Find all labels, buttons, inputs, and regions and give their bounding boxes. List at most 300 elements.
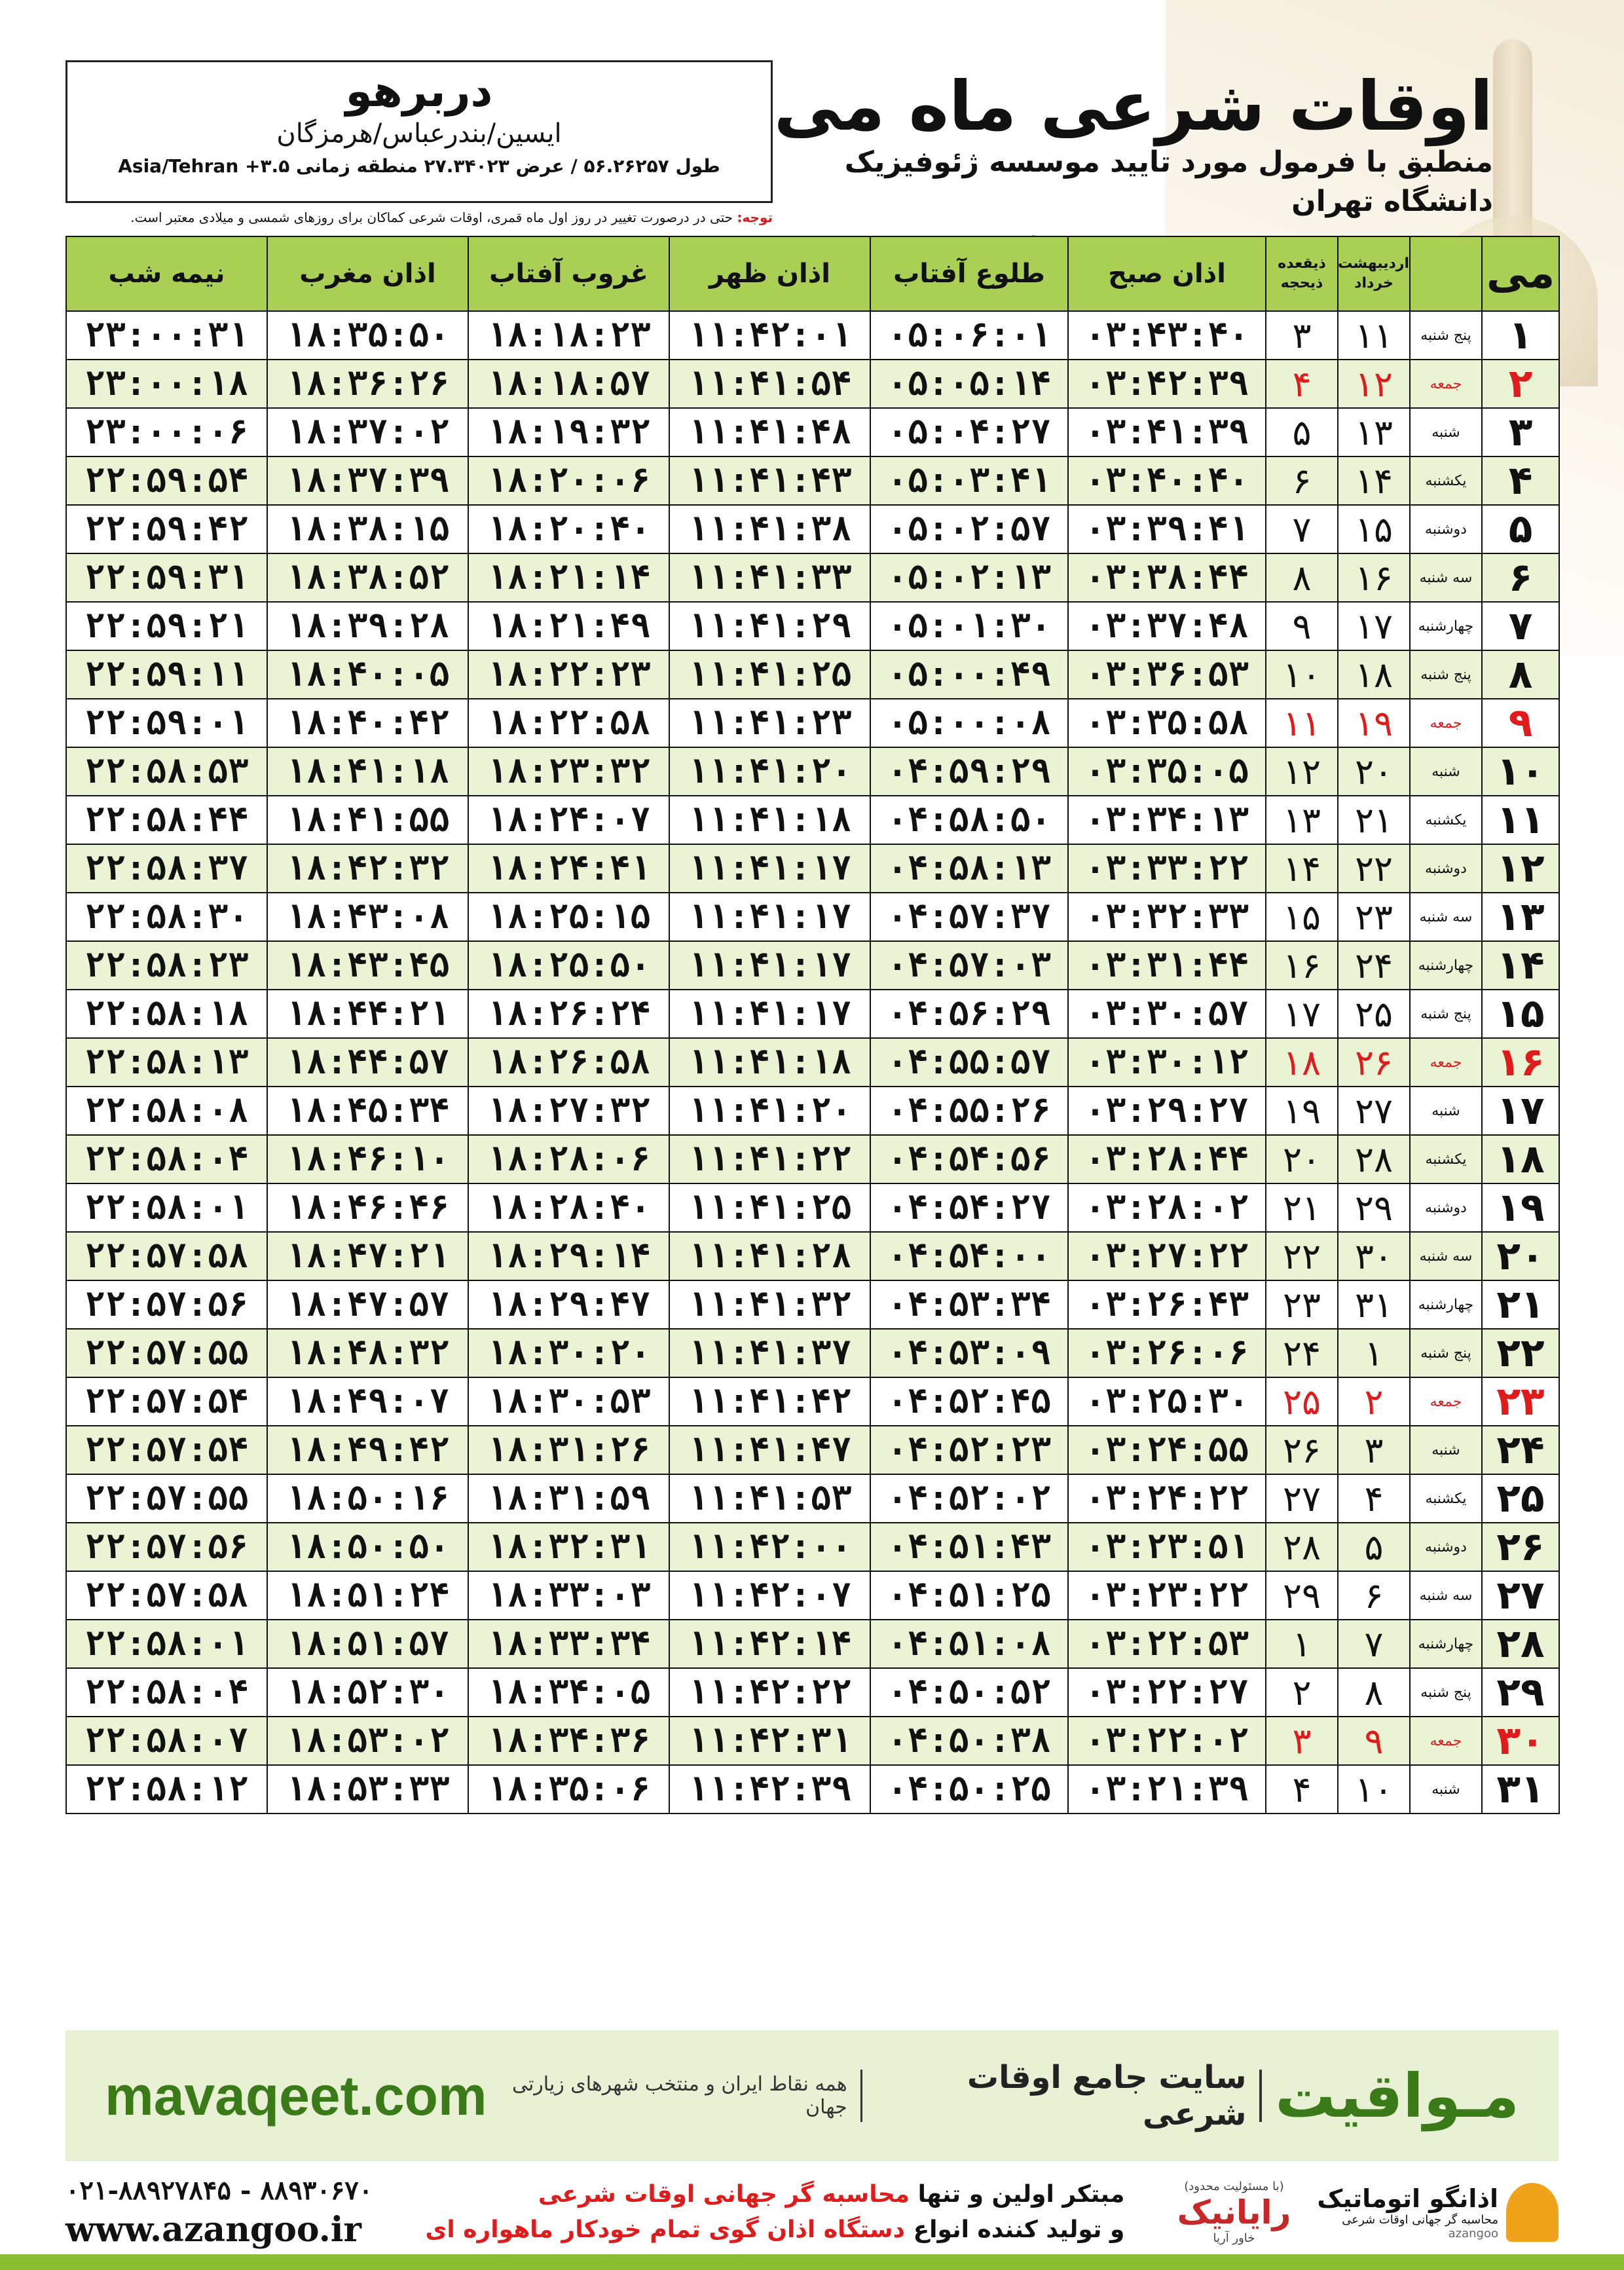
cell-hijri-day: ۲۲ — [1266, 1232, 1338, 1280]
cell-dhuhr: ۱۱:۴۱:۱۸ — [669, 1038, 870, 1087]
cell-hijri-day: ۲۵ — [1266, 1377, 1338, 1426]
cell-sunrise: ۰۴:۵۴:۵۶ — [870, 1135, 1068, 1183]
cell-solar-day: ۱۰ — [1338, 1765, 1410, 1814]
cell-sunrise: ۰۵:۰۶:۰۱ — [870, 311, 1068, 360]
rayanik-logo — [1177, 2180, 1291, 2245]
cell-day: ۱۵ — [1482, 990, 1559, 1038]
cell-maghrib: ۱۸:۴۴:۲۱ — [267, 990, 468, 1038]
table-row — [66, 505, 1559, 553]
table-row — [66, 311, 1559, 360]
cell-dhuhr: ۱۱:۴۱:۲۵ — [669, 650, 870, 699]
cell-midnight: ۲۲:۵۹:۲۱ — [66, 602, 267, 650]
cell-sunset: ۱۸:۳۴:۰۵ — [468, 1668, 669, 1717]
cell-midnight: ۲۲:۵۸:۱۳ — [66, 1038, 267, 1087]
azangoo-logo-latin: azangoo — [1448, 2227, 1498, 2241]
cell-maghrib: ۱۸:۴۳:۰۸ — [267, 893, 468, 941]
cell-maghrib: ۱۸:۴۰:۰۵ — [267, 650, 468, 699]
cell-fajr: ۰۳:۲۲:۰۲ — [1068, 1717, 1266, 1765]
cell-solar-day: ۱۶ — [1338, 553, 1410, 602]
cell-weekday: دوشنبه — [1410, 505, 1482, 553]
cell-hijri-day: ۴ — [1266, 360, 1338, 408]
cell-maghrib: ۱۸:۵۳:۰۲ — [267, 1717, 468, 1765]
table-row — [66, 1620, 1559, 1668]
cell-weekday: یکشنبه — [1410, 796, 1482, 844]
cell-day: ۴ — [1482, 456, 1559, 505]
brand-name: مـواقیت — [1275, 2060, 1519, 2131]
cell-midnight: ۲۳:۰۰:۰۶ — [66, 408, 267, 456]
location-box — [65, 60, 773, 203]
cell-fajr: ۰۳:۳۹:۴۱ — [1068, 505, 1266, 553]
cell-sunset: ۱۸:۲۵:۱۵ — [468, 893, 669, 941]
cell-fajr: ۰۳:۳۴:۱۳ — [1068, 796, 1266, 844]
cell-dhuhr: ۱۱:۴۱:۵۳ — [669, 1474, 870, 1523]
cell-sunset: ۱۸:۲۸:۰۶ — [468, 1135, 669, 1183]
cell-day: ۱۲ — [1482, 844, 1559, 893]
cell-weekday: شنبه — [1410, 747, 1482, 796]
cell-fajr: ۰۳:۲۵:۳۰ — [1068, 1377, 1266, 1426]
cell-midnight: ۲۲:۵۸:۰۱ — [66, 1620, 267, 1668]
cell-midnight: ۲۲:۵۷:۵۴ — [66, 1377, 267, 1426]
cell-weekday: شنبه — [1410, 1765, 1482, 1814]
cell-midnight: ۲۲:۵۷:۵۸ — [66, 1232, 267, 1280]
cell-fajr: ۰۳:۲۳:۲۲ — [1068, 1571, 1266, 1620]
cell-sunrise: ۰۴:۵۲:۰۲ — [870, 1474, 1068, 1523]
cell-hijri-day: ۱ — [1266, 1620, 1338, 1668]
cell-fajr: ۰۳:۲۴:۲۲ — [1068, 1474, 1266, 1523]
header-month: می — [1482, 236, 1559, 311]
table-row — [66, 650, 1559, 699]
cell-sunrise: ۰۴:۵۱:۰۸ — [870, 1620, 1068, 1668]
cell-hijri-day: ۱۰ — [1266, 650, 1338, 699]
azangoo-logo-sub: محاسبه گر جهانی اوقات شرعی — [1342, 2213, 1498, 2227]
table-row — [66, 1329, 1559, 1377]
header-weekday — [1410, 236, 1482, 311]
cell-maghrib: ۱۸:۳۸:۵۲ — [267, 553, 468, 602]
cell-weekday: سه شنبه — [1410, 893, 1482, 941]
cell-sunset: ۱۸:۳۰:۲۰ — [468, 1329, 669, 1377]
cell-sunset: ۱۸:۳۵:۰۶ — [468, 1765, 669, 1814]
cell-sunrise: ۰۴:۵۲:۲۳ — [870, 1426, 1068, 1474]
cell-weekday: یکشنبه — [1410, 1474, 1482, 1523]
azangoo-logo-name: اذانگو اتوماتیک — [1317, 2184, 1498, 2213]
cell-sunrise: ۰۴:۵۱:۴۳ — [870, 1523, 1068, 1571]
cell-hijri-day: ۱۵ — [1266, 893, 1338, 941]
cell-hijri-day: ۶ — [1266, 456, 1338, 505]
table-row — [66, 1038, 1559, 1087]
cell-maghrib: ۱۸:۴۶:۴۶ — [267, 1183, 468, 1232]
table-row — [66, 1426, 1559, 1474]
cell-weekday: سه شنبه — [1410, 553, 1482, 602]
cell-midnight: ۲۲:۵۸:۳۷ — [66, 844, 267, 893]
table-row — [66, 602, 1559, 650]
cell-sunrise: ۰۴:۵۰:۳۸ — [870, 1717, 1068, 1765]
cell-day: ۱۱ — [1482, 796, 1559, 844]
cell-weekday: دوشنبه — [1410, 844, 1482, 893]
cell-midnight: ۲۲:۵۸:۲۳ — [66, 941, 267, 990]
notice-text: حتی در درصورت تغییر در روز اول ماه قمری، اوقات شرعی کماکان برای روزهای شمسی و میلادی معتبر است. — [130, 210, 733, 225]
cell-hijri-day: ۸ — [1266, 553, 1338, 602]
cell-fajr: ۰۳:۳۸:۴۴ — [1068, 553, 1266, 602]
cell-solar-day: ۶ — [1338, 1571, 1410, 1620]
cell-dhuhr: ۱۱:۴۲:۰۷ — [669, 1571, 870, 1620]
cell-sunrise: ۰۴:۵۲:۴۵ — [870, 1377, 1068, 1426]
cell-hijri-day: ۵ — [1266, 408, 1338, 456]
logos — [1177, 2180, 1559, 2245]
cell-maghrib: ۱۸:۴۹:۰۷ — [267, 1377, 468, 1426]
notice-label: توجه: — [737, 210, 773, 225]
cell-dhuhr: ۱۱:۴۲:۰۱ — [669, 311, 870, 360]
cell-sunset: ۱۸:۲۲:۲۳ — [468, 650, 669, 699]
cell-midnight: ۲۲:۵۸:۰۷ — [66, 1717, 267, 1765]
cell-sunrise: ۰۴:۵۰:۵۲ — [870, 1668, 1068, 1717]
cell-fajr: ۰۳:۳۵:۵۸ — [1068, 699, 1266, 747]
cell-sunset: ۱۸:۳۳:۳۴ — [468, 1620, 669, 1668]
rayanik-logo-small-1: (با مسئولیت محدود) — [1184, 2180, 1284, 2193]
promo-line-2 — [425, 2212, 1124, 2248]
cell-fajr: ۰۳:۲۶:۰۶ — [1068, 1329, 1266, 1377]
cell-solar-day: ۵ — [1338, 1523, 1410, 1571]
header-solar-month-2: خرداد — [1354, 275, 1393, 291]
cell-dhuhr: ۱۱:۴۱:۱۸ — [669, 796, 870, 844]
cell-maghrib: ۱۸:۴۸:۳۲ — [267, 1329, 468, 1377]
cell-hijri-day: ۲۹ — [1266, 1571, 1338, 1620]
cell-dhuhr: ۱۱:۴۱:۱۷ — [669, 844, 870, 893]
cell-sunset: ۱۸:۳۰:۵۳ — [468, 1377, 669, 1426]
cell-dhuhr: ۱۱:۴۱:۴۸ — [669, 408, 870, 456]
cell-solar-day: ۹ — [1338, 1717, 1410, 1765]
cell-sunset: ۱۸:۲۸:۴۰ — [468, 1183, 669, 1232]
cell-maghrib: ۱۸:۵۳:۳۳ — [267, 1765, 468, 1814]
cell-sunrise: ۰۴:۵۴:۰۰ — [870, 1232, 1068, 1280]
cell-solar-day: ۳۱ — [1338, 1280, 1410, 1329]
cell-hijri-day: ۳ — [1266, 1717, 1338, 1765]
cell-sunrise: ۰۴:۵۵:۵۷ — [870, 1038, 1068, 1087]
cell-maghrib: ۱۸:۴۰:۴۲ — [267, 699, 468, 747]
cell-midnight: ۲۲:۵۸:۰۸ — [66, 1087, 267, 1135]
cell-sunset: ۱۸:۲۴:۰۷ — [468, 796, 669, 844]
table-row — [66, 1571, 1559, 1620]
cell-midnight: ۲۲:۵۸:۳۰ — [66, 893, 267, 941]
table-row — [66, 1668, 1559, 1717]
cell-sunset: ۱۸:۱۹:۳۲ — [468, 408, 669, 456]
cell-weekday: چهارشنبه — [1410, 1280, 1482, 1329]
cell-sunset: ۱۸:۲۳:۳۲ — [468, 747, 669, 796]
cell-fajr: ۰۳:۴۰:۴۰ — [1068, 456, 1266, 505]
cell-solar-day: ۱۷ — [1338, 602, 1410, 650]
cell-solar-day: ۱۱ — [1338, 311, 1410, 360]
location-city: دربرهو — [345, 66, 493, 117]
cell-midnight: ۲۲:۵۸:۱۲ — [66, 1765, 267, 1814]
cell-midnight: ۲۲:۵۷:۵۸ — [66, 1571, 267, 1620]
cell-dhuhr: ۱۱:۴۱:۲۹ — [669, 602, 870, 650]
cell-solar-day: ۷ — [1338, 1620, 1410, 1668]
cell-dhuhr: ۱۱:۴۱:۱۷ — [669, 893, 870, 941]
cell-day: ۳۱ — [1482, 1765, 1559, 1814]
cell-maghrib: ۱۸:۵۰:۵۰ — [267, 1523, 468, 1571]
cell-day: ۱۸ — [1482, 1135, 1559, 1183]
table-row — [66, 893, 1559, 941]
header-solar-month — [1338, 236, 1410, 311]
table-row — [66, 456, 1559, 505]
cell-sunrise: ۰۵:۰۱:۳۰ — [870, 602, 1068, 650]
cell-fajr: ۰۳:۳۵:۰۵ — [1068, 747, 1266, 796]
cell-day: ۱ — [1482, 311, 1559, 360]
cell-midnight: ۲۲:۵۹:۵۴ — [66, 456, 267, 505]
cell-day: ۱۰ — [1482, 747, 1559, 796]
cell-weekday: پنج شنبه — [1410, 650, 1482, 699]
cell-solar-day: ۲۵ — [1338, 990, 1410, 1038]
cell-day: ۲۴ — [1482, 1426, 1559, 1474]
cell-weekday: چهارشنبه — [1410, 1620, 1482, 1668]
page-title: اوقات شرعی ماه می — [773, 66, 1493, 146]
cell-midnight: ۲۳:۰۰:۱۸ — [66, 360, 267, 408]
cell-sunset: ۱۸:۲۲:۵۸ — [468, 699, 669, 747]
cell-dhuhr: ۱۱:۴۱:۴۷ — [669, 1426, 870, 1474]
cell-sunset: ۱۸:۳۲:۳۱ — [468, 1523, 669, 1571]
cell-weekday: پنج شنبه — [1410, 311, 1482, 360]
cell-day: ۲۶ — [1482, 1523, 1559, 1571]
cell-sunrise: ۰۴:۵۱:۲۵ — [870, 1571, 1068, 1620]
banner-divider — [1259, 2070, 1262, 2122]
cell-day: ۳۰ — [1482, 1717, 1559, 1765]
cell-hijri-day: ۲۱ — [1266, 1183, 1338, 1232]
cell-weekday: شنبه — [1410, 1087, 1482, 1135]
azangoo-logo — [1317, 2183, 1559, 2242]
cell-sunset: ۱۸:۲۷:۳۲ — [468, 1087, 669, 1135]
cell-day: ۱۶ — [1482, 1038, 1559, 1087]
cell-day: ۶ — [1482, 553, 1559, 602]
header-solar-month-1: اردیبهشت — [1338, 255, 1409, 272]
cell-sunset: ۱۸:۱۸:۵۷ — [468, 360, 669, 408]
cell-fajr: ۰۳:۳۰:۱۲ — [1068, 1038, 1266, 1087]
cell-solar-day: ۱۴ — [1338, 456, 1410, 505]
cell-hijri-day: ۷ — [1266, 505, 1338, 553]
cell-day: ۸ — [1482, 650, 1559, 699]
azangoo-logo-icon — [1506, 2183, 1559, 2242]
cell-day: ۳ — [1482, 408, 1559, 456]
cell-sunrise: ۰۴:۵۸:۵۰ — [870, 796, 1068, 844]
notice — [52, 208, 773, 227]
promo-line-1-a: مبتکر اولین و تنها — [917, 2181, 1125, 2208]
cell-day: ۲۵ — [1482, 1474, 1559, 1523]
cell-sunrise: ۰۴:۵۵:۲۶ — [870, 1087, 1068, 1135]
contact-block — [65, 2175, 373, 2250]
cell-maghrib: ۱۸:۳۹:۲۸ — [267, 602, 468, 650]
bottom-bar — [0, 2254, 1624, 2270]
cell-sunset: ۱۸:۲۰:۴۰ — [468, 505, 669, 553]
promo-line-2-a: و تولید کننده انواع — [913, 2216, 1125, 2243]
cell-sunset: ۱۸:۲۱:۴۹ — [468, 602, 669, 650]
cell-solar-day: ۲۳ — [1338, 893, 1410, 941]
cell-dhuhr: ۱۱:۴۱:۴۳ — [669, 456, 870, 505]
promo-line-1 — [425, 2177, 1124, 2212]
cell-hijri-day: ۹ — [1266, 602, 1338, 650]
cell-hijri-day: ۱۶ — [1266, 941, 1338, 990]
cell-midnight: ۲۲:۵۸:۱۸ — [66, 990, 267, 1038]
cell-hijri-day: ۱۳ — [1266, 796, 1338, 844]
cell-day: ۲۲ — [1482, 1329, 1559, 1377]
cell-maghrib: ۱۸:۳۷:۰۲ — [267, 408, 468, 456]
cell-hijri-day: ۲۳ — [1266, 1280, 1338, 1329]
cell-dhuhr: ۱۱:۴۱:۲۰ — [669, 747, 870, 796]
header-hijri-month-2: ذیحجه — [1280, 275, 1323, 291]
cell-midnight: ۲۲:۵۸:۰۴ — [66, 1668, 267, 1717]
table-row — [66, 360, 1559, 408]
cell-solar-day: ۱۵ — [1338, 505, 1410, 553]
table-row — [66, 1765, 1559, 1814]
cell-weekday: جمعه — [1410, 1717, 1482, 1765]
header-sunrise: طلوع آفتاب — [870, 236, 1068, 311]
cell-fajr: ۰۳:۴۲:۳۹ — [1068, 360, 1266, 408]
title-block — [773, 65, 1493, 263]
cell-weekday: جمعه — [1410, 1038, 1482, 1087]
cell-dhuhr: ۱۱:۴۱:۳۷ — [669, 1329, 870, 1377]
cell-hijri-day: ۲ — [1266, 1668, 1338, 1717]
table-row — [66, 796, 1559, 844]
cell-sunrise: ۰۵:۰۵:۱۴ — [870, 360, 1068, 408]
cell-midnight: ۲۲:۵۷:۵۴ — [66, 1426, 267, 1474]
header-dhuhr: اذان ظهر — [669, 236, 870, 311]
table-row — [66, 553, 1559, 602]
cell-dhuhr: ۱۱:۴۱:۲۲ — [669, 1135, 870, 1183]
cell-maghrib: ۱۸:۴۴:۵۷ — [267, 1038, 468, 1087]
cell-weekday: جمعه — [1410, 360, 1482, 408]
cell-hijri-day: ۱۹ — [1266, 1087, 1338, 1135]
site-url[interactable]: mavaqeet.com — [105, 2064, 487, 2127]
cell-fajr: ۰۳:۲۸:۴۴ — [1068, 1135, 1266, 1183]
cell-hijri-day: ۱۴ — [1266, 844, 1338, 893]
cell-solar-day: ۲۷ — [1338, 1087, 1410, 1135]
cell-hijri-day: ۱۷ — [1266, 990, 1338, 1038]
cell-fajr: ۰۳:۳۶:۵۳ — [1068, 650, 1266, 699]
cell-weekday: شنبه — [1410, 1426, 1482, 1474]
cell-solar-day: ۲۰ — [1338, 747, 1410, 796]
cell-hijri-day: ۲۷ — [1266, 1474, 1338, 1523]
banner-brand-group — [487, 2059, 1519, 2132]
cell-midnight: ۲۲:۵۸:۰۴ — [66, 1135, 267, 1183]
cell-weekday: چهارشنبه — [1410, 602, 1482, 650]
cell-solar-day: ۲۸ — [1338, 1135, 1410, 1183]
cell-midnight: ۲۲:۵۹:۰۱ — [66, 699, 267, 747]
cell-solar-day: ۲ — [1338, 1377, 1410, 1426]
table-row — [66, 941, 1559, 990]
cell-sunrise: ۰۵:۰۲:۵۷ — [870, 505, 1068, 553]
cell-fajr: ۰۳:۳۷:۴۸ — [1068, 602, 1266, 650]
cell-midnight: ۲۲:۵۷:۵۶ — [66, 1280, 267, 1329]
cell-solar-day: ۲۲ — [1338, 844, 1410, 893]
cell-day: ۲۷ — [1482, 1571, 1559, 1620]
table-row — [66, 1087, 1559, 1135]
table-row — [66, 1135, 1559, 1183]
cell-maghrib: ۱۸:۴۱:۵۵ — [267, 796, 468, 844]
cell-maghrib: ۱۸:۴۷:۵۷ — [267, 1280, 468, 1329]
cell-solar-day: ۱۹ — [1338, 699, 1410, 747]
table-body — [66, 311, 1559, 1814]
cell-solar-day: ۴ — [1338, 1474, 1410, 1523]
cell-dhuhr: ۱۱:۴۱:۳۳ — [669, 553, 870, 602]
cell-dhuhr: ۱۱:۴۲:۰۰ — [669, 1523, 870, 1571]
cell-hijri-day: ۴ — [1266, 1765, 1338, 1814]
cell-sunrise: ۰۴:۵۰:۲۵ — [870, 1765, 1068, 1814]
cell-dhuhr: ۱۱:۴۱:۲۰ — [669, 1087, 870, 1135]
cell-dhuhr: ۱۱:۴۲:۳۹ — [669, 1765, 870, 1814]
cell-sunset: ۱۸:۲۵:۵۰ — [468, 941, 669, 990]
cell-hijri-day: ۲۰ — [1266, 1135, 1338, 1183]
cell-sunrise: ۰۴:۵۴:۲۷ — [870, 1183, 1068, 1232]
location-region: ایسین/بندرعباس/هرمزگان — [276, 119, 562, 149]
table-row — [66, 990, 1559, 1038]
cell-weekday: سه شنبه — [1410, 1232, 1482, 1280]
header-fajr: اذان صبح — [1068, 236, 1266, 311]
cell-maghrib: ۱۸:۵۱:۵۷ — [267, 1620, 468, 1668]
cell-hijri-day: ۲۸ — [1266, 1523, 1338, 1571]
cell-solar-day: ۲۴ — [1338, 941, 1410, 990]
table-row — [66, 844, 1559, 893]
cell-day: ۱۳ — [1482, 893, 1559, 941]
header-sunset: غروب آفتاب — [468, 236, 669, 311]
cell-sunrise: ۰۴:۵۳:۳۴ — [870, 1280, 1068, 1329]
cell-maghrib: ۱۸:۴۷:۲۱ — [267, 1232, 468, 1280]
cell-sunset: ۱۸:۲۹:۴۷ — [468, 1280, 669, 1329]
cell-maghrib: ۱۸:۴۶:۱۰ — [267, 1135, 468, 1183]
cell-weekday: یکشنبه — [1410, 456, 1482, 505]
cell-sunrise: ۰۴:۵۷:۰۳ — [870, 941, 1068, 990]
table-row — [66, 1232, 1559, 1280]
cell-dhuhr: ۱۱:۴۱:۱۷ — [669, 990, 870, 1038]
azangoo-website[interactable]: www.azangoo.ir — [65, 2210, 361, 2250]
table-row — [66, 1717, 1559, 1765]
cell-fajr: ۰۳:۲۶:۴۳ — [1068, 1280, 1266, 1329]
cell-fajr: ۰۳:۴۱:۳۹ — [1068, 408, 1266, 456]
cell-hijri-day: ۳ — [1266, 311, 1338, 360]
phone-number: ۰۲۱-۸۸۹۲۷۸۴۵ - ۸۸۹۳۰۶۷۰ — [65, 2175, 373, 2206]
cell-fajr: ۰۳:۲۳:۵۱ — [1068, 1523, 1266, 1571]
cell-weekday: شنبه — [1410, 408, 1482, 456]
cell-midnight: ۲۲:۵۸:۵۳ — [66, 747, 267, 796]
cell-hijri-day: ۲۶ — [1266, 1426, 1338, 1474]
cell-sunset: ۱۸:۲۶:۲۴ — [468, 990, 669, 1038]
cell-maghrib: ۱۸:۴۱:۱۸ — [267, 747, 468, 796]
cell-weekday: پنج شنبه — [1410, 990, 1482, 1038]
header-hijri-month — [1266, 236, 1338, 311]
cell-day: ۱۹ — [1482, 1183, 1559, 1232]
cell-fajr: ۰۳:۳۰:۵۷ — [1068, 990, 1266, 1038]
cell-solar-day: ۱۳ — [1338, 408, 1410, 456]
cell-dhuhr: ۱۱:۴۱:۵۴ — [669, 360, 870, 408]
cell-weekday: دوشنبه — [1410, 1523, 1482, 1571]
cell-day: ۲ — [1482, 360, 1559, 408]
header-maghrib: اذان مغرب — [267, 236, 468, 311]
cell-solar-day: ۲۶ — [1338, 1038, 1410, 1087]
cell-sunset: ۱۸:۳۱:۲۶ — [468, 1426, 669, 1474]
header-hijri-month-1: ذیقعده — [1278, 255, 1326, 272]
cell-dhuhr: ۱۱:۴۱:۴۲ — [669, 1377, 870, 1426]
cell-midnight: ۲۲:۵۷:۵۵ — [66, 1474, 267, 1523]
cell-sunrise: ۰۴:۵۶:۲۹ — [870, 990, 1068, 1038]
cell-maghrib: ۱۸:۳۷:۳۹ — [267, 456, 468, 505]
table-row — [66, 747, 1559, 796]
cell-maghrib: ۱۸:۴۹:۴۲ — [267, 1426, 468, 1474]
cell-midnight: ۲۲:۵۷:۵۶ — [66, 1523, 267, 1571]
cell-dhuhr: ۱۱:۴۱:۳۲ — [669, 1280, 870, 1329]
cell-sunrise: ۰۴:۵۷:۳۷ — [870, 893, 1068, 941]
cell-midnight: ۲۲:۵۹:۴۲ — [66, 505, 267, 553]
cell-fajr: ۰۳:۳۲:۳۳ — [1068, 893, 1266, 941]
cell-day: ۲۳ — [1482, 1377, 1559, 1426]
cell-maghrib: ۱۸:۵۲:۳۰ — [267, 1668, 468, 1717]
cell-maghrib: ۱۸:۴۵:۳۴ — [267, 1087, 468, 1135]
cell-solar-day: ۲۹ — [1338, 1183, 1410, 1232]
